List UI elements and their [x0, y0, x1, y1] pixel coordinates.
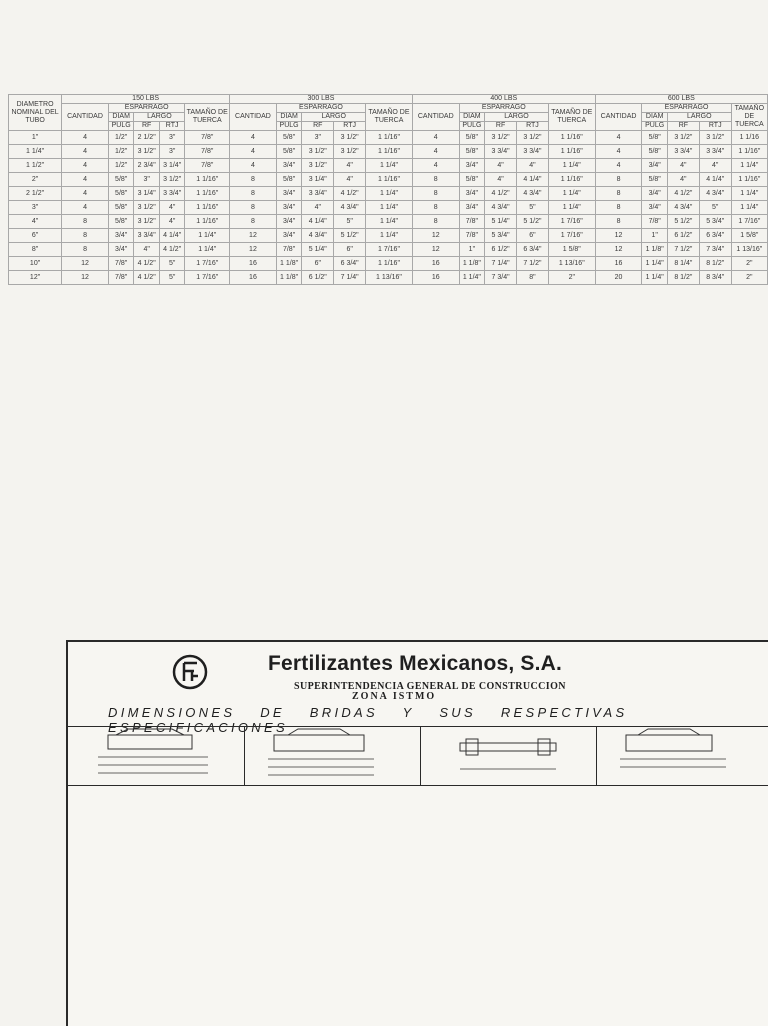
- table-row: [9, 145, 768, 159]
- table-cell: 4 1/2": [134, 257, 160, 271]
- table-cell: 3 1/2": [667, 131, 699, 145]
- table-cell: 16: [412, 271, 459, 285]
- table-cell: 6": [517, 229, 549, 243]
- table-cell: 1/2": [108, 145, 134, 159]
- table-cell: 3 1/2": [134, 145, 160, 159]
- table-cell: 5/8": [276, 131, 302, 145]
- table-cell: 1 1/4": [731, 159, 767, 173]
- nominal-diameter-cell: 3": [9, 201, 62, 215]
- table-cell: 5 1/2": [517, 215, 549, 229]
- table-cell: 1 1/4": [185, 229, 230, 243]
- zone-subtitle: ZONA ISTMO: [352, 691, 437, 702]
- table-cell: 8 1/4": [667, 257, 699, 271]
- table-cell: 7 3/4": [699, 243, 731, 257]
- table-cell: 4: [230, 131, 277, 145]
- table-cell: 4 3/4": [334, 201, 366, 215]
- table-cell: 4": [159, 201, 185, 215]
- rf-header: RF: [485, 122, 517, 131]
- rtj-header: RTJ: [517, 122, 549, 131]
- table-cell: 4 1/2": [667, 187, 699, 201]
- table-cell: 4 1/2": [134, 271, 160, 285]
- table-cell: 1 7/16": [366, 243, 413, 257]
- table-cell: 5/8": [276, 145, 302, 159]
- table-cell: 8: [595, 215, 642, 229]
- table-cell: 7 1/2": [517, 257, 549, 271]
- nominal-diameter-cell: 6": [9, 229, 62, 243]
- stud-bolt-diagram: [420, 727, 597, 785]
- table-cell: 7 1/4": [334, 271, 366, 285]
- table-cell: 1 13/16": [366, 271, 413, 285]
- nominal-diameter-cell: 12": [9, 271, 62, 285]
- table-cell: 5/8": [108, 201, 134, 215]
- table-cell: 3 3/4": [485, 145, 517, 159]
- table-cell: 1 13/16": [548, 257, 595, 271]
- pulg-header: PULG: [276, 122, 302, 131]
- ring-joint-diagram: [596, 727, 768, 785]
- flange-section-drawing-icon: [68, 727, 244, 785]
- table-cell: 7 3/4": [485, 271, 517, 285]
- bolt-table-by-pressure-class: [8, 94, 768, 285]
- table-cell: 3/4": [459, 159, 485, 173]
- table-cell: 8: [595, 187, 642, 201]
- table-cell: 4": [517, 159, 549, 173]
- largo-header: LARGO: [485, 113, 549, 122]
- table-cell: 4: [595, 145, 642, 159]
- table-cell: 3/4": [459, 187, 485, 201]
- diam-header: DIAM: [276, 113, 302, 122]
- rtj-header: RTJ: [159, 122, 185, 131]
- rtj-header: RTJ: [699, 122, 731, 131]
- table-cell: 4: [412, 131, 459, 145]
- table-cell: 4: [62, 131, 109, 145]
- table-cell: 8: [595, 201, 642, 215]
- diam-nominal-header: DIAMETRO NOMINAL DEL TUBO: [9, 95, 62, 131]
- table-cell: 1 1/4": [459, 271, 485, 285]
- table-cell: 2": [731, 271, 767, 285]
- table-cell: 3 1/2": [334, 131, 366, 145]
- pulg-header: PULG: [642, 122, 668, 131]
- table-cell: 16: [412, 257, 459, 271]
- table-cell: 5": [334, 215, 366, 229]
- table-cell: 1 1/4": [548, 201, 595, 215]
- table-cell: 1 1/16": [185, 187, 230, 201]
- cantidad-header: CANTIDAD: [412, 104, 459, 131]
- table-row: [9, 131, 768, 145]
- flange-spec-sheet: [66, 640, 768, 1026]
- table-cell: 5": [159, 271, 185, 285]
- table-cell: 8: [62, 243, 109, 257]
- table-cell: 5/8": [459, 131, 485, 145]
- bolt-table-body: [9, 131, 768, 285]
- table-cell: 4": [667, 159, 699, 173]
- company-logo-icon: [172, 654, 208, 690]
- table-cell: 1 1/16": [185, 215, 230, 229]
- table-cell: 8: [230, 187, 277, 201]
- diam-header: DIAM: [108, 113, 134, 122]
- nominal-diameter-cell: 1 1/2": [9, 159, 62, 173]
- class-300-header: 300 LBS: [230, 95, 413, 104]
- nominal-diameter-cell: 1": [9, 131, 62, 145]
- tamano-tuerca-header: TAMAÑO DE TUERCA: [366, 104, 413, 131]
- table-cell: 3/4": [108, 243, 134, 257]
- table-cell: 3 1/4": [302, 173, 334, 187]
- table-cell: 3 3/4": [699, 145, 731, 159]
- table-cell: 8: [412, 187, 459, 201]
- table-cell: 8: [412, 173, 459, 187]
- table-cell: 3/4": [276, 229, 302, 243]
- table-cell: 6": [334, 243, 366, 257]
- table-row: [9, 257, 768, 271]
- table-cell: 5/8": [276, 173, 302, 187]
- table-cell: 5 3/4": [699, 215, 731, 229]
- table-cell: 5 1/4": [485, 215, 517, 229]
- table-cell: 1 1/4": [185, 243, 230, 257]
- table-cell: 3/4": [642, 187, 668, 201]
- table-cell: 12: [230, 243, 277, 257]
- esparrago-header: ESPARRAGO: [459, 104, 548, 113]
- table-cell: 1 5/8": [731, 229, 767, 243]
- table-cell: 4 3/4": [302, 229, 334, 243]
- esparrago-header: ESPARRAGO: [276, 104, 365, 113]
- table-cell: 8: [62, 215, 109, 229]
- table-cell: 8: [230, 173, 277, 187]
- cantidad-header: CANTIDAD: [62, 104, 109, 131]
- table-cell: 4: [412, 159, 459, 173]
- table-cell: 3 3/4": [517, 145, 549, 159]
- table-cell: 1 1/16": [548, 173, 595, 187]
- table-cell: 3/4": [108, 229, 134, 243]
- table-cell: 8: [230, 215, 277, 229]
- table-cell: 6 1/2": [302, 271, 334, 285]
- table-cell: 3": [159, 145, 185, 159]
- table-cell: 1 7/16": [548, 229, 595, 243]
- ring-joint-drawing-icon: [596, 727, 768, 785]
- table-cell: 12: [595, 243, 642, 257]
- table-cell: 6 1/2": [485, 243, 517, 257]
- table-cell: 1": [642, 229, 668, 243]
- table-cell: 5": [699, 201, 731, 215]
- table-cell: 3 1/2": [334, 145, 366, 159]
- table-cell: 6 1/2": [667, 229, 699, 243]
- table-row: [9, 173, 768, 187]
- table-cell: 7/8": [185, 131, 230, 145]
- table-cell: 16: [230, 257, 277, 271]
- table-cell: 1 1/8": [276, 271, 302, 285]
- table-cell: 3 3/4": [667, 145, 699, 159]
- rtj-header: RTJ: [334, 122, 366, 131]
- table-cell: 6 3/4": [334, 257, 366, 271]
- pulg-header: PULG: [459, 122, 485, 131]
- table-cell: 5/8": [642, 145, 668, 159]
- table-cell: 4": [302, 201, 334, 215]
- table-cell: 3 3/4": [302, 187, 334, 201]
- largo-header: LARGO: [302, 113, 366, 122]
- table-cell: 4 1/2": [334, 187, 366, 201]
- table-cell: 4 1/4": [517, 173, 549, 187]
- table-row: [9, 243, 768, 257]
- sheet-title: DIMENSIONES DE BRIDAS Y SUS RESPECTIVAS ESPECIFICACIONES: [108, 705, 628, 735]
- table-row: [9, 187, 768, 201]
- table-cell: 3": [302, 131, 334, 145]
- table-cell: 7/8": [276, 243, 302, 257]
- table-cell: 3 1/2": [517, 131, 549, 145]
- table-cell: 1 1/4": [642, 271, 668, 285]
- table-cell: 4": [485, 159, 517, 173]
- table-cell: 1 1/4": [548, 187, 595, 201]
- table-cell: 4": [159, 215, 185, 229]
- table-cell: 1 1/16": [366, 131, 413, 145]
- class-400-header: 400 LBS: [412, 95, 595, 104]
- table-cell: 4 1/2": [159, 243, 185, 257]
- flange-face-drawing-icon: [244, 727, 420, 785]
- table-cell: 7/8": [185, 145, 230, 159]
- table-cell: 8 3/4": [699, 271, 731, 285]
- table-cell: 7/8": [108, 271, 134, 285]
- table-cell: 8: [412, 215, 459, 229]
- tamano-tuerca-header: TAMAÑO DE TUERCA: [548, 104, 595, 131]
- table-cell: 1 1/4": [366, 159, 413, 173]
- table-cell: 7/8": [185, 159, 230, 173]
- table-cell: 1/2": [108, 131, 134, 145]
- table-cell: 1 1/4": [731, 201, 767, 215]
- table-cell: 6": [302, 257, 334, 271]
- table-cell: 4 1/4": [302, 215, 334, 229]
- table-cell: 4": [334, 159, 366, 173]
- table-cell: 12: [412, 229, 459, 243]
- table-cell: 1 1/4": [366, 229, 413, 243]
- table-cell: 1 1/16": [731, 145, 767, 159]
- table-cell: 1 1/4": [366, 187, 413, 201]
- cantidad-header: CANTIDAD: [595, 104, 642, 131]
- table-cell: 1 7/16": [185, 271, 230, 285]
- largo-header: LARGO: [134, 113, 185, 122]
- table-cell: 3/4": [276, 201, 302, 215]
- table-cell: 7 1/2": [667, 243, 699, 257]
- table-cell: 5/8": [108, 215, 134, 229]
- table-cell: 1 7/16": [185, 257, 230, 271]
- table-cell: 5": [159, 257, 185, 271]
- table-cell: 4: [595, 131, 642, 145]
- table-cell: 12: [412, 243, 459, 257]
- department-subtitle: SUPERINTENDENCIA GENERAL DE CONSTRUCCION: [294, 681, 566, 692]
- table-cell: 7/8": [459, 215, 485, 229]
- table-cell: 12: [230, 229, 277, 243]
- table-cell: 5/8": [642, 173, 668, 187]
- table-cell: 4 1/4": [699, 173, 731, 187]
- table-cell: 16: [595, 257, 642, 271]
- table-cell: 1 1/16": [185, 173, 230, 187]
- table-cell: 7 1/4": [485, 257, 517, 271]
- largo-header: LARGO: [667, 113, 731, 122]
- table-cell: 4 1/4": [159, 229, 185, 243]
- table-cell: 3": [134, 173, 160, 187]
- table-cell: 1 1/16": [366, 257, 413, 271]
- table-cell: 5/8": [108, 187, 134, 201]
- table-cell: 1 1/4": [731, 187, 767, 201]
- table-cell: 4 3/4": [517, 187, 549, 201]
- tamano-tuerca-header: TAMAÑO DE TUERCA: [185, 104, 230, 131]
- table-cell: 5/8": [459, 173, 485, 187]
- table-cell: 7/8": [459, 229, 485, 243]
- table-row: [9, 215, 768, 229]
- table-cell: 3": [159, 131, 185, 145]
- table-cell: 5/8": [642, 131, 668, 145]
- nominal-diameter-cell: 2 1/2": [9, 187, 62, 201]
- table-cell: 5 3/4": [485, 229, 517, 243]
- table-cell: 16: [230, 271, 277, 285]
- table-cell: 3/4": [276, 215, 302, 229]
- table-cell: 4: [230, 145, 277, 159]
- diam-header: DIAM: [642, 113, 668, 122]
- table-cell: 1 13/16": [731, 243, 767, 257]
- table-cell: 12: [62, 271, 109, 285]
- flange-face-diagram: [244, 727, 421, 785]
- table-cell: 3/4": [459, 201, 485, 215]
- table-cell: 3 1/2": [302, 159, 334, 173]
- table-cell: 4: [595, 159, 642, 173]
- company-name: Fertilizantes Mexicanos, S.A.: [268, 652, 563, 675]
- table-cell: 4": [334, 173, 366, 187]
- table-cell: 20: [595, 271, 642, 285]
- table-cell: 3/4": [276, 187, 302, 201]
- table-row: [9, 201, 768, 215]
- table-cell: 2": [731, 257, 767, 271]
- stud-bolt-drawing-icon: [420, 727, 596, 785]
- table-cell: 3 1/2": [134, 215, 160, 229]
- table-cell: 1 1/8": [276, 257, 302, 271]
- table-cell: 1 1/4": [366, 201, 413, 215]
- table-cell: 5 1/4": [302, 243, 334, 257]
- table-cell: 4: [62, 201, 109, 215]
- table-cell: 1 1/8": [642, 243, 668, 257]
- table-cell: 3 3/4": [134, 229, 160, 243]
- table-cell: 1 1/16": [366, 145, 413, 159]
- table-cell: 3 1/2": [302, 145, 334, 159]
- esparrago-header: ESPARRAGO: [108, 104, 185, 113]
- table-cell: 5 1/2": [334, 229, 366, 243]
- table-cell: 1 1/16": [548, 131, 595, 145]
- table-cell: 1 5/8": [548, 243, 595, 257]
- table-cell: 7/8": [108, 257, 134, 271]
- table-cell: 2 1/2": [134, 131, 160, 145]
- table-cell: 5/8": [108, 173, 134, 187]
- table-cell: 4": [667, 173, 699, 187]
- nominal-diameter-cell: 10": [9, 257, 62, 271]
- table-cell: 8: [230, 201, 277, 215]
- table-row: [9, 271, 768, 285]
- table-cell: 3 1/2": [699, 131, 731, 145]
- table-cell: 12: [595, 229, 642, 243]
- cantidad-header: CANTIDAD: [230, 104, 277, 131]
- table-cell: 3 1/2": [134, 201, 160, 215]
- table-cell: 8: [595, 173, 642, 187]
- nominal-diameter-cell: 1 1/4": [9, 145, 62, 159]
- table-cell: 2": [548, 271, 595, 285]
- class-600-header: 600 LBS: [595, 95, 767, 104]
- table-cell: 4": [699, 159, 731, 173]
- table-cell: 1 1/16: [731, 131, 767, 145]
- table-cell: 8: [412, 201, 459, 215]
- table-cell: 1 1/4": [548, 159, 595, 173]
- table-cell: 4": [485, 173, 517, 187]
- table-cell: 1 1/16": [731, 173, 767, 187]
- table-cell: 2 3/4": [134, 159, 160, 173]
- table-cell: 12: [62, 257, 109, 271]
- table-row: [9, 229, 768, 243]
- table-cell: 7/8": [642, 215, 668, 229]
- table-cell: 8 1/2": [667, 271, 699, 285]
- table-cell: 4: [62, 145, 109, 159]
- table-cell: 3/4": [642, 201, 668, 215]
- table-cell: 1": [459, 243, 485, 257]
- table-cell: 4 3/4": [485, 201, 517, 215]
- nominal-diameter-cell: 2": [9, 173, 62, 187]
- flange-diagram-row: [68, 726, 768, 786]
- table-cell: 6 3/4": [517, 243, 549, 257]
- table-cell: 1 1/4": [366, 215, 413, 229]
- pulg-header: PULG: [108, 122, 134, 131]
- table-cell: 4: [62, 159, 109, 173]
- class-150-header: 150 LBS: [62, 95, 230, 104]
- table-cell: 3/4": [642, 159, 668, 173]
- nominal-diameter-cell: 8": [9, 243, 62, 257]
- table-cell: 4 3/4": [699, 187, 731, 201]
- table-cell: 5/8": [459, 145, 485, 159]
- table-cell: 8: [62, 229, 109, 243]
- table-cell: 4 3/4": [667, 201, 699, 215]
- table-cell: 1 7/16": [548, 215, 595, 229]
- diam-header: DIAM: [459, 113, 485, 122]
- table-cell: 4: [230, 159, 277, 173]
- table-cell: 3 1/2": [159, 173, 185, 187]
- table-cell: 1 1/16": [548, 145, 595, 159]
- table-cell: 3 3/4": [159, 187, 185, 201]
- table-row: [9, 159, 768, 173]
- table-cell: 8": [517, 271, 549, 285]
- table-cell: 6 3/4": [699, 229, 731, 243]
- rf-header: RF: [302, 122, 334, 131]
- table-cell: 1 7/16": [731, 215, 767, 229]
- table-cell: 3 1/2": [485, 131, 517, 145]
- rf-header: RF: [667, 122, 699, 131]
- table-cell: 5": [517, 201, 549, 215]
- table-cell: 5 1/2": [667, 215, 699, 229]
- table-cell: 4 1/2": [485, 187, 517, 201]
- esparrago-header: ESPARRAGO: [642, 104, 731, 113]
- table-cell: 1 1/4": [642, 257, 668, 271]
- nominal-diameter-cell: 4": [9, 215, 62, 229]
- table-cell: 8 1/2": [699, 257, 731, 271]
- table-cell: 4": [134, 243, 160, 257]
- table-cell: 4: [412, 145, 459, 159]
- table-cell: 1 1/8": [459, 257, 485, 271]
- table-cell: 1/2": [108, 159, 134, 173]
- table-cell: 1 1/16": [366, 173, 413, 187]
- flange-section-diagram: [68, 727, 245, 785]
- table-cell: 4: [62, 173, 109, 187]
- table-cell: 4: [62, 187, 109, 201]
- tamano-tuerca-header: TAMAÑO DE TUERCA: [731, 104, 767, 131]
- table-cell: 3 1/4": [134, 187, 160, 201]
- table-cell: 3 1/4": [159, 159, 185, 173]
- rf-header: RF: [134, 122, 160, 131]
- table-cell: 3/4": [276, 159, 302, 173]
- table-cell: 1 1/16": [185, 201, 230, 215]
